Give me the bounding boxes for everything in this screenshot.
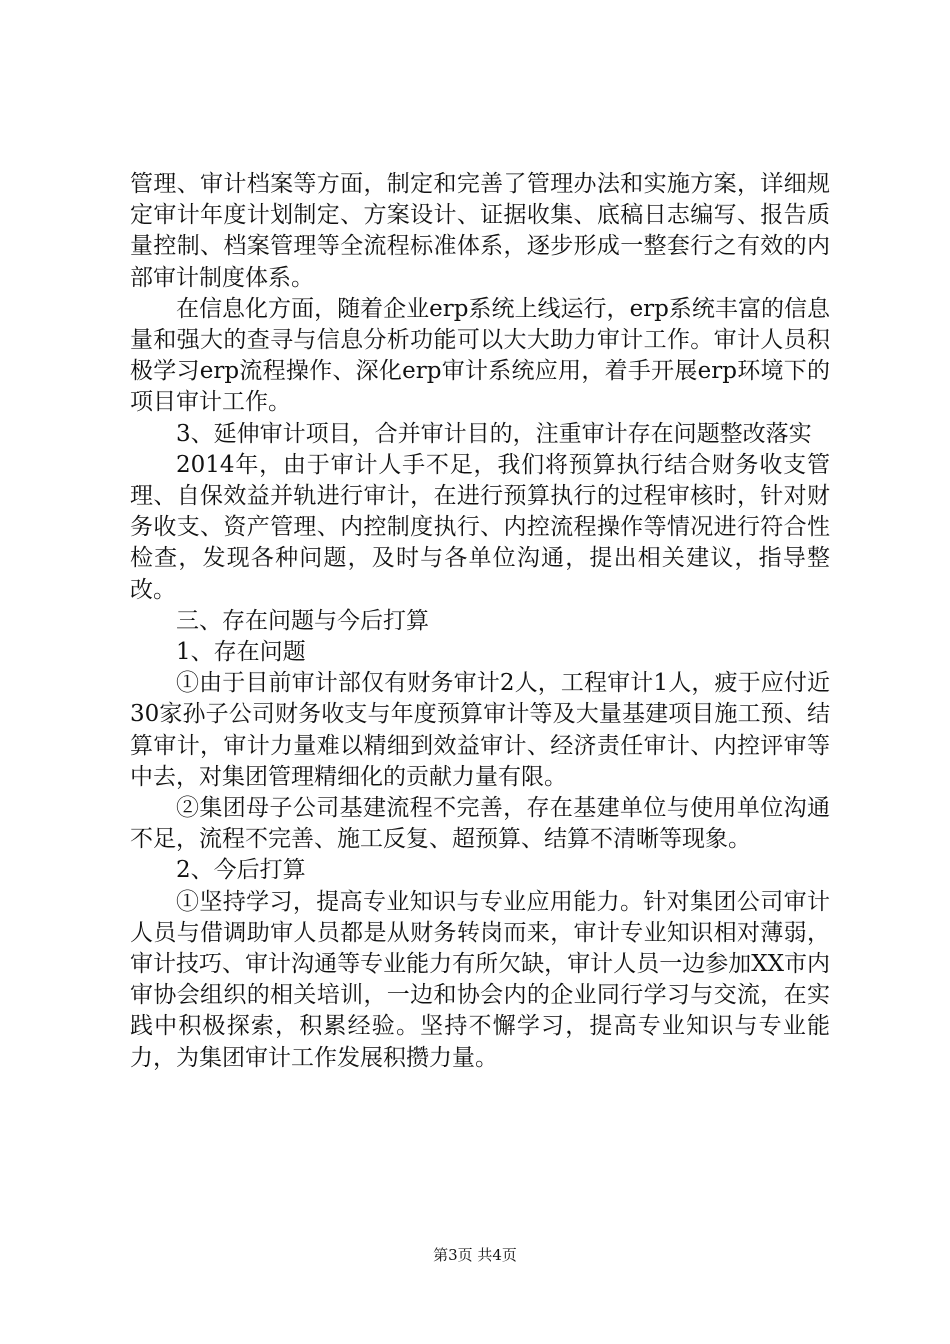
paragraph-problem-1: ①由于目前审计部仅有财务审计2人，工程审计1人，疲于应付近30家孙子公司财务收支与年度预算审计等及大量基建项目施工预、结算审计，审计力量难以精细到效益审计、经济责任审计、内控评审等中去，对集团管理精细化的贡献力量有限。 <box>130 670 830 790</box>
heading-plans: 2、今后打算 <box>176 857 306 884</box>
heading-problems: 1、存在问题 <box>176 639 306 666</box>
paragraph-continued: 管理、审计档案等方面，制定和完善了管理办法和实施方案，详细规定审计年度计划制定、方案设计、证据收集、底稿日志编写、报告质量控制、档案管理等全流程标准体系，逐步形成一整套行之有效的内部审计制度体系。 <box>130 171 830 291</box>
paragraph-plan-1: ①坚持学习，提高专业知识与专业应用能力。针对集团公司审计人员与借调助审人员都是从财务转岗而来，审计专业知识相对薄弱，审计技巧、审计沟通等专业能力有所欠缺，审计人员一边参加XX市内审协会组织的相关培训，一边和协会内的企业同行学习与交流，在实践中积极探索，积累经验。坚持不懈学习，提高专业知识与专业能力，为集团审计工作发展积攒力量。 <box>130 888 830 1071</box>
document-body <box>130 169 830 1074</box>
heading-extend-audit: 3、延伸审计项目，合并审计目的，注重审计存在问题整改落实 <box>176 420 812 447</box>
paragraph-problem-2: ②集团母子公司基建流程不完善，存在基建单位与使用单位沟通不足，流程不完善、施工反复、超预算、结算不清晰等现象。 <box>130 795 830 853</box>
paragraph-informatization: 在信息化方面，随着企业erp系统上线运行，erp系统丰富的信息量和强大的查寻与信息分析功能可以大大助力审计工作。审计人员积极学习erp流程操作、深化erp审计系统应用，着手开展erp环境下的项目审计工作。 <box>130 295 830 416</box>
page-footer: 第3页 共4页 <box>433 1246 517 1264</box>
paragraph-2014: 2014年，由于审计人手不足，我们将预算执行结合财务收支管理、自保效益并轨进行审计，在进行预算执行的过程审核时，针对财务收支、资产管理、内控制度执行、内控流程操作等情况进行符合性检查，发现各种问题，及时与各单位沟通，提出相关建议，指导整改。 <box>130 451 830 603</box>
heading-problems-plans: 三、存在问题与今后打算 <box>176 607 429 634</box>
